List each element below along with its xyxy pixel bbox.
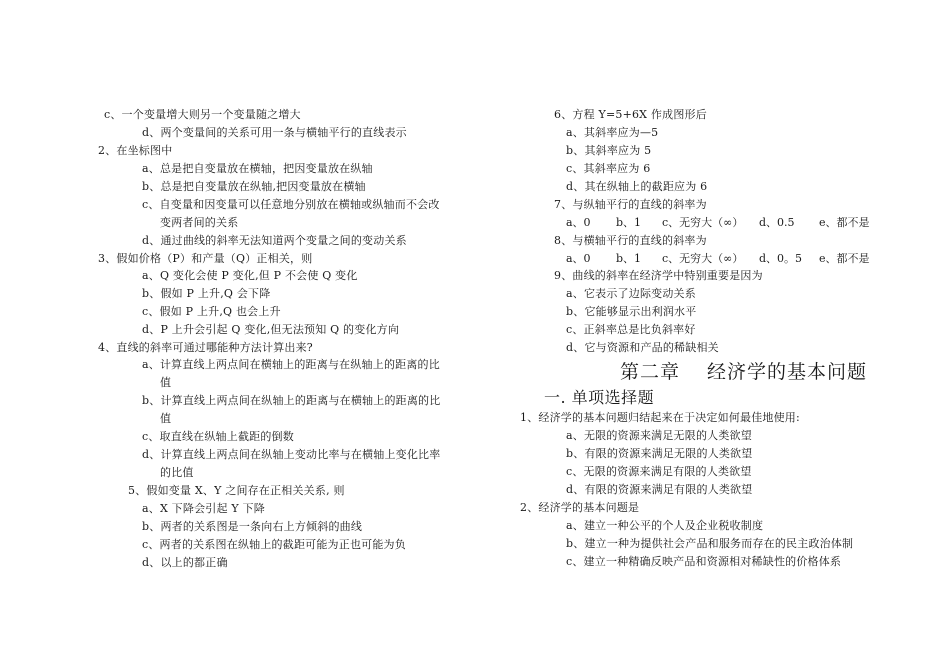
q7-option-a: a、0 [566, 216, 591, 229]
q8-option-c: c、无穷大（∞） [662, 252, 744, 265]
q7-stem: 7、与纵轴平行的直线的斜率为 [554, 198, 707, 211]
s1-option-b: b、有限的资源来满足无限的人类欲望 [566, 447, 753, 460]
q9-option-a: a、它表示了边际变动关系 [566, 287, 696, 300]
q2-option-d: d、通过曲线的斜率无法知道两个变量之间的变动关系 [142, 234, 407, 247]
q2-option-c: c、自变量和因变量可以任意地分别放在横轴或纵轴而不会改 [142, 198, 440, 211]
q2-option-c-cont: 变两者间的关系 [160, 216, 239, 229]
q9-option-d: d、它与资源和产品的稀缺相关 [566, 341, 719, 354]
q4-option-d-cont: 的比值 [160, 466, 194, 479]
q8-option-e: e、都不是 [819, 252, 870, 265]
q7-options [566, 215, 886, 231]
q2-option-b: b、总是把自变量放在纵轴,把因变量放在横轴 [142, 180, 366, 193]
q7-option-e: e、都不是 [819, 216, 870, 229]
s2-stem: 2、经济学的基本问题是 [520, 501, 640, 514]
q7-option-b: b、1 [616, 216, 642, 229]
s2-option-a: a、建立一种公平的个人及企业税收制度 [566, 519, 764, 532]
q9-option-c: c、正斜率总是比负斜率好 [566, 323, 696, 336]
q8-options [566, 251, 886, 267]
q7-option-d: d、0.5 [759, 216, 795, 229]
s1-option-c: c、无限的资源来满足有限的人类欲望 [566, 465, 752, 478]
q3-option-a: a、Q 变化会使 P 变化,但 P 不会使 Q 变化 [142, 269, 358, 282]
q2-option-a: a、总是把自变量放在横轴，把因变量放在纵轴 [142, 162, 373, 175]
q3-option-b: b、假如 P 上升,Q 会下降 [142, 287, 271, 300]
q8-option-d: d、0。5 [759, 252, 803, 265]
q4-option-a-cont: 值 [160, 376, 172, 389]
q5-option-b: b、两者的关系图是一条向右上方倾斜的曲线 [142, 520, 363, 533]
section-heading: 一. 单项选择题 [544, 388, 655, 407]
q5-option-d: d、以上的都正确 [142, 556, 228, 569]
q4-option-b-cont: 值 [160, 412, 172, 425]
q5-stem: 5、假如变量 X、Y 之间存在正相关关系, 则 [128, 484, 345, 497]
q5-option-a: a、X 下降会引起 Y 下降 [142, 502, 265, 515]
q4-option-c: c、取直线在纵轴上截距的倒数 [142, 430, 294, 443]
q3-option-d: d、P 上升会引起 Q 变化,但无法预知 Q 的变化方向 [142, 323, 400, 336]
q5-option-c: c、两者的关系图在纵轴上的截距可能为正也可能为负 [142, 538, 406, 551]
q9-stem: 9、曲线的斜率在经济学中特别重要是因为 [554, 269, 763, 282]
q3-option-c: c、假如 P 上升,Q 也会上升 [142, 305, 281, 318]
s1-option-d: d、有限的资源来满足有限的人类欲望 [566, 483, 753, 496]
q8-option-b: b、1 [616, 252, 642, 265]
q4-option-d: d、计算直线上两点间在纵轴上变动比率与在横轴上变化比率 [142, 448, 441, 461]
q6-option-b: b、其斜率应为 5 [566, 144, 652, 157]
q4-option-a: a、计算直线上两点间在横轴上的距离与在纵轴上的距离的比 [142, 358, 440, 371]
q3-stem: 3、假如价格（P）和产量（Q）正相关，则 [98, 252, 313, 265]
q6-option-d: d、其在纵轴上的截距应为 6 [566, 180, 708, 193]
s2-option-b: b、建立一种为提供社会产品和服务而存在的民主政治体制 [566, 537, 854, 550]
q6-stem: 6、方程 Y=5+6X 作成图形后 [554, 108, 707, 121]
q1-option-c: c、一个变量增大则另一个变量随之增大 [104, 108, 301, 121]
q8-option-a: a、0 [566, 252, 591, 265]
q2-stem: 2、在坐标图中 [98, 144, 173, 157]
s2-option-c: c、建立一种精确反映产品和资源相对稀缺性的价格体系 [566, 555, 842, 568]
q6-option-a: a、其斜率应为—5 [566, 126, 659, 139]
s1-option-a: a、无限的资源来满足无限的人类欲望 [566, 429, 752, 442]
s1-stem: 1、经济学的基本问题归结起来在于决定如何最佳地使用: [520, 411, 800, 424]
q8-stem: 8、与横轴平行的直线的斜率为 [554, 234, 707, 247]
q6-option-c: c、其斜率应为 6 [566, 162, 651, 175]
q4-option-b: b、计算直线上两点间在纵轴上的距离与在横轴上的距离的比 [142, 394, 441, 407]
q9-option-b: b、它能够显示出利润水平 [566, 305, 697, 318]
q7-option-c: c、无穷大（∞） [662, 216, 744, 229]
q4-stem: 4、直线的斜率可通过哪能种方法计算出来? [98, 341, 313, 354]
chapter-title: 第二章 经济学的基本问题 [620, 361, 868, 383]
q1-option-d: d、两个变量间的关系可用一条与横轴平行的直线表示 [142, 126, 407, 139]
